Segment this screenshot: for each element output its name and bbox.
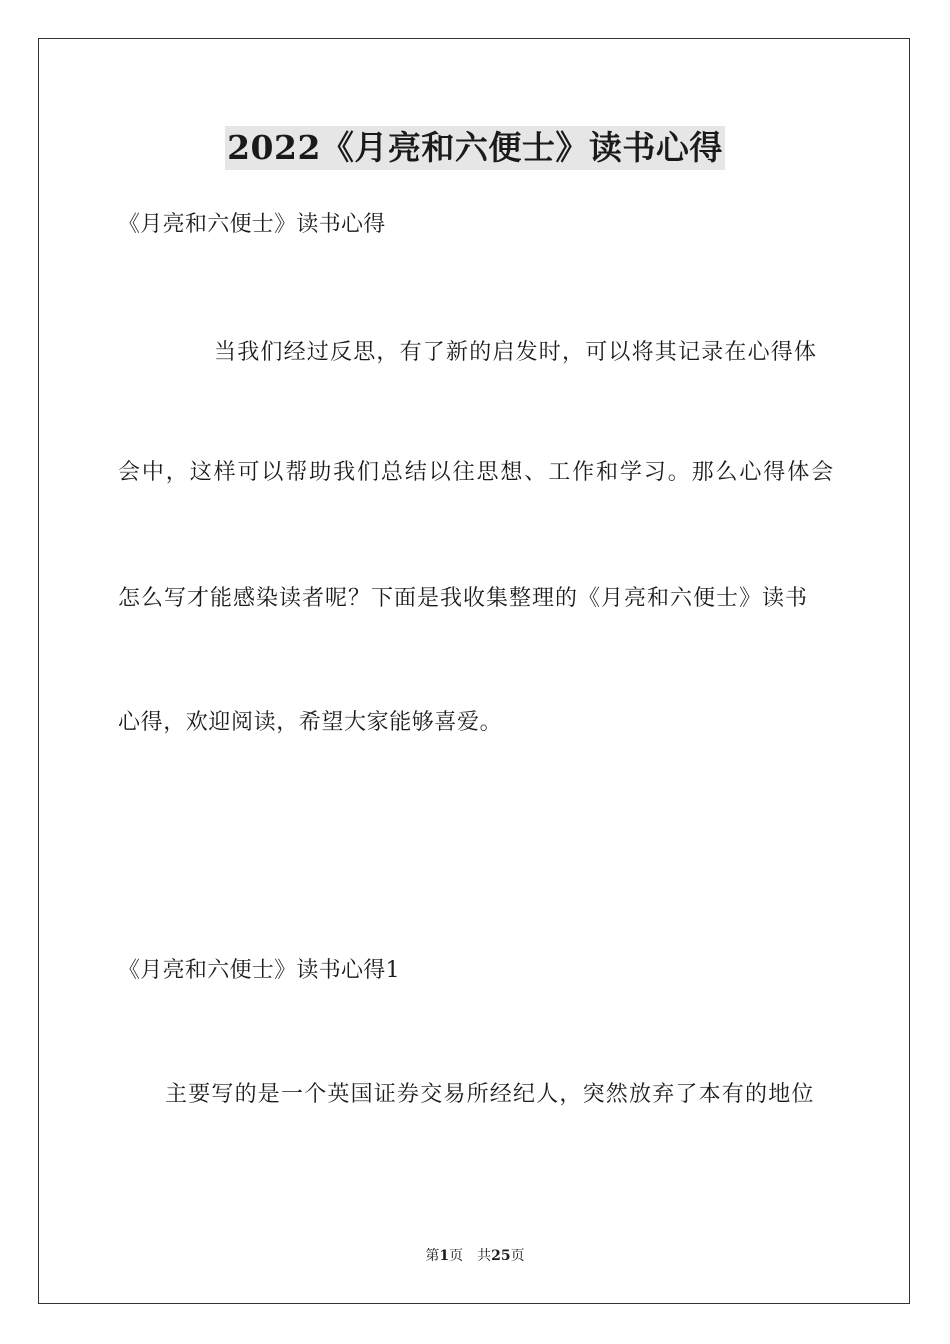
total-prefix: 共 [477,1248,492,1264]
title-container [0,126,950,170]
page-prefix: 第 [425,1248,440,1264]
section-1-first-line: 主要写的是一个英国证券交易所经纪人，突然放弃了本有的地位 [165,1082,815,1107]
intro-line-4: 心得，欢迎阅读，希望大家能够喜爱。 [118,710,503,735]
document-title: 2022《月亮和六便士》读书心得 [225,126,725,170]
intro-line-2: 会中，这样可以帮助我们总结以往思想、工作和学习。那么心得体会 [118,460,836,485]
page-number: 1 [439,1248,450,1264]
intro-line-3: 怎么写才能感染读者呢？下面是我收集整理的《月亮和六便士》读书 [118,586,809,611]
total-pages: 25 [491,1248,511,1264]
page-footer [0,1247,950,1265]
document-heading: 《月亮和六便士》读书心得 [118,212,386,237]
intro-line-1: 当我们经过反思，有了新的启发时，可以将其记录在心得体 [214,340,818,365]
total-suffix: 页 [510,1248,525,1264]
section-1-heading: 《月亮和六便士》读书心得1 [118,958,400,983]
page-suffix: 页 [449,1248,464,1264]
